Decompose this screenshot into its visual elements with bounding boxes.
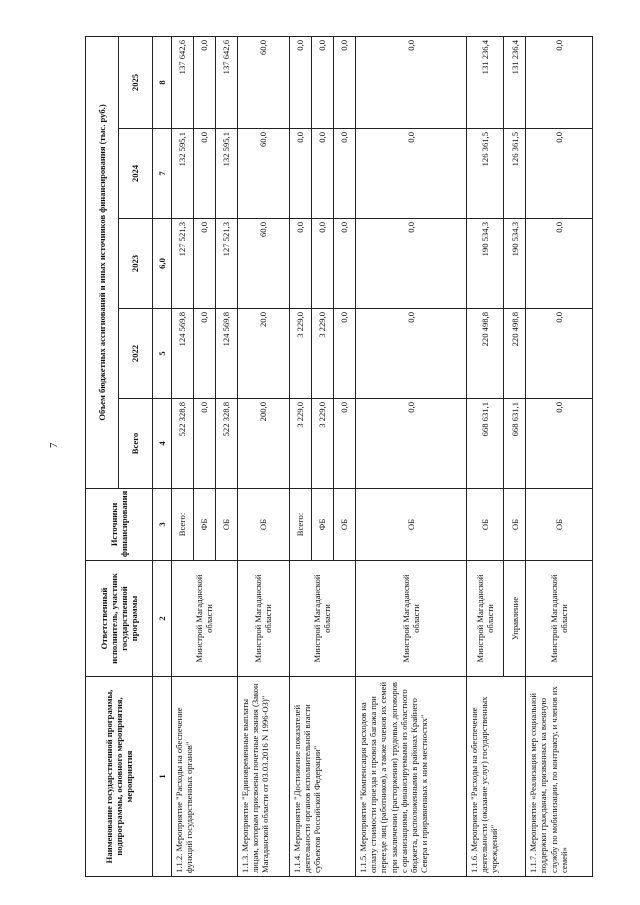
header-volume: Объем бюджетных ассигнований и иных источников финансирования (тыс. руб.) — [86, 36, 119, 488]
value-2022: 0,0 — [526, 309, 593, 399]
value-2025: 0,0 — [334, 36, 356, 128]
value-2023: 0,0 — [356, 219, 467, 309]
value-2025: 0,0 — [311, 36, 333, 128]
value-2024: 0,0 — [526, 129, 593, 219]
value-2022: 220 498,8 — [504, 309, 526, 399]
executor: Минстрой Магаданской области — [356, 561, 467, 677]
index-cell: 4 — [152, 399, 171, 489]
value-2022: 20,0 — [237, 309, 289, 399]
value-total: 522 328,8 — [171, 399, 193, 489]
header-source: Источники финансирования — [86, 489, 153, 561]
value-2023: 0,0 — [526, 219, 593, 309]
value-total: 200,0 — [237, 399, 289, 489]
value-2024: 132 595,1 — [215, 129, 237, 219]
executor: Минстрой Магаданской области — [171, 561, 237, 677]
index-cell: 6,0 — [152, 219, 171, 309]
measure-name: 1.1.2. Мероприятие "Расходы на обеспечение функций государственных органов" — [171, 677, 237, 877]
value-2022: 3 229,0 — [289, 309, 311, 399]
measure-name: 1.1.4. Мероприятие "Достижение показателей деятельности органов исполнительной власти субъектов Российской Федерации" — [289, 677, 355, 877]
table-row — [356, 36, 467, 876]
measure-name: 1.1.7. Мероприятие «Реализация мер социальной поддержки гражданам, призванных на военную службу по мобилизации, по контракту, и членов их семей» — [526, 677, 593, 877]
header-year: 2022 — [119, 309, 152, 399]
value-2024: 0,0 — [289, 129, 311, 219]
source: ФБ — [311, 489, 333, 561]
document-sheet — [85, 37, 593, 877]
value-2022: 0,0 — [193, 309, 215, 399]
table-row — [237, 36, 289, 876]
header-year: 2025 — [119, 36, 152, 128]
source: ФБ — [193, 489, 215, 561]
header-total: Всего — [119, 399, 152, 489]
value-2023: 0,0 — [193, 219, 215, 309]
value-2025: 131 236,4 — [467, 36, 504, 128]
financing-table — [85, 36, 593, 877]
value-2025: 0,0 — [289, 36, 311, 128]
value-2024: 132 595,1 — [171, 129, 193, 219]
executor: Минстрой Магаданской области — [467, 561, 504, 677]
header-row-1 — [86, 36, 119, 876]
value-2025: 0,0 — [356, 36, 467, 128]
index-cell: 5 — [152, 309, 171, 399]
source: Всего: — [171, 489, 193, 561]
value-total: 0,0 — [193, 399, 215, 489]
value-total: 522 328,8 — [215, 399, 237, 489]
value-2025: 0,0 — [193, 36, 215, 128]
index-cell: 7 — [152, 129, 171, 219]
index-cell: 1 — [152, 677, 171, 877]
source: ОБ — [334, 489, 356, 561]
value-2024: 60,0 — [237, 129, 289, 219]
value-2023: 0,0 — [289, 219, 311, 309]
header-executor: Ответственный исполнитель, участник государственной программы — [86, 561, 153, 677]
value-total: 3 229,0 — [311, 399, 333, 489]
value-total: 0,0 — [334, 399, 356, 489]
table-row — [526, 36, 593, 876]
value-2023: 0,0 — [311, 219, 333, 309]
measure-name: 1.1.3. Мероприятие "Единовременные выплаты лицам, которым присвоены почетные звания (Закон Магаданской области от 03.03.2016 N 1996-ОЗ)" — [237, 677, 289, 877]
source: ОБ — [504, 489, 526, 561]
value-2024: 0,0 — [193, 129, 215, 219]
header-year: 2024 — [119, 129, 152, 219]
value-2022: 124 569,8 — [171, 309, 193, 399]
value-2024: 0,0 — [334, 129, 356, 219]
page-number: 7 — [48, 442, 60, 448]
table-row — [289, 36, 311, 876]
executor: Минстрой Магаданской области — [289, 561, 355, 677]
table-row — [467, 36, 504, 876]
value-2024: 126 361,5 — [467, 129, 504, 219]
value-2025: 60,0 — [237, 36, 289, 128]
value-2024: 126 361,5 — [504, 129, 526, 219]
source: ОБ — [215, 489, 237, 561]
value-total: 0,0 — [356, 399, 467, 489]
source: ОБ — [467, 489, 504, 561]
value-2025: 131 236,4 — [504, 36, 526, 128]
source: Всего: — [289, 489, 311, 561]
header-name: Наименование государственной программы, подпрограммы, основного мероприятия, мероприятия — [86, 677, 153, 877]
index-cell: 8 — [152, 36, 171, 128]
value-2025: 137 642,6 — [171, 36, 193, 128]
source: ОБ — [237, 489, 289, 561]
value-2022: 3 229,0 — [311, 309, 333, 399]
value-2023: 127 521,3 — [215, 219, 237, 309]
value-2025: 137 642,6 — [215, 36, 237, 128]
value-2025: 0,0 — [526, 36, 593, 128]
source: ОБ — [526, 489, 593, 561]
value-2022: 220 498,8 — [467, 309, 504, 399]
measure-name: 1.1.5. Мероприятие "Компенсация расходов на оплату стоимости проезда и провоза багажа при переезде лиц (работников), а также членов их семей при заключении (расторжении) трудовых договоров с организациями, финансируемыми из областного бюджета, расположенными в районах Крайнего Севера и приравненных к ним местностях" — [356, 677, 467, 877]
value-2024: 0,0 — [311, 129, 333, 219]
table-row — [171, 36, 193, 876]
value-2022: 0,0 — [334, 309, 356, 399]
executor: Минстрой Магаданской области — [526, 561, 593, 677]
value-2023: 190 534,3 — [504, 219, 526, 309]
index-cell: 2 — [152, 561, 171, 677]
value-2023: 127 521,3 — [171, 219, 193, 309]
value-total: 3 229,0 — [289, 399, 311, 489]
index-row — [152, 36, 171, 876]
value-total: 668 631,1 — [504, 399, 526, 489]
measure-name: 1.1.6. Мероприятие "Расходы на обеспечение деятельности (оказание услуг) государственных учреждений" — [467, 677, 526, 877]
value-2024: 0,0 — [356, 129, 467, 219]
value-2023: 60,0 — [237, 219, 289, 309]
value-2022: 0,0 — [356, 309, 467, 399]
source: ОБ — [356, 489, 467, 561]
index-cell: 3 — [152, 489, 171, 561]
value-2022: 124 569,8 — [215, 309, 237, 399]
executor: Минстрой Магаданской области — [237, 561, 289, 677]
value-total: 0,0 — [526, 399, 593, 489]
executor: Управление — [504, 561, 526, 677]
value-total: 668 631,1 — [467, 399, 504, 489]
value-2023: 190 534,3 — [467, 219, 504, 309]
value-2023: 0,0 — [334, 219, 356, 309]
header-year: 2023 — [119, 219, 152, 309]
